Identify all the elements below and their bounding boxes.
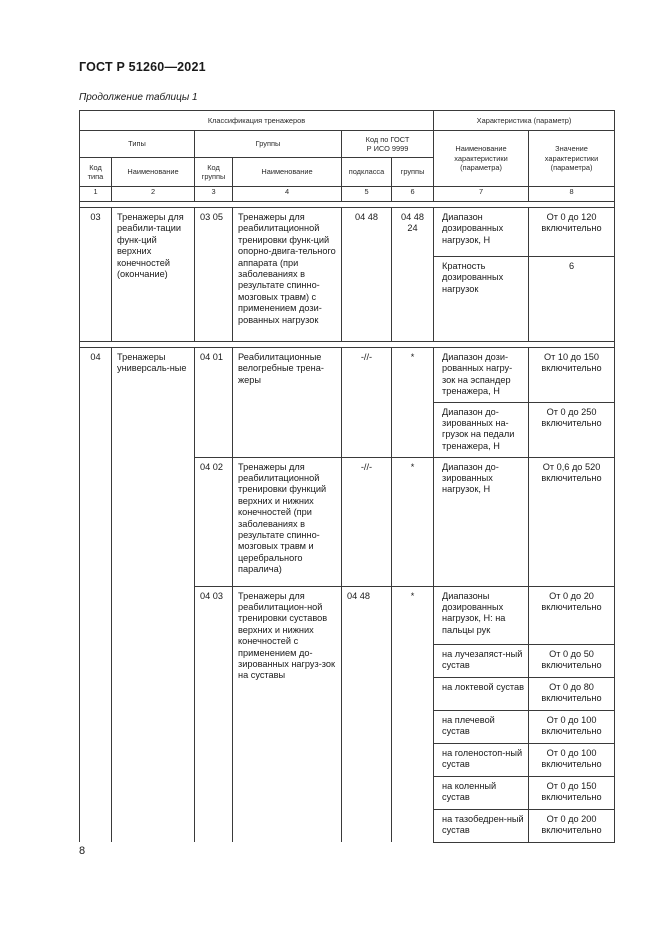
- char-value-cell: От 10 до 150 включительно: [529, 348, 615, 403]
- char-name-cell: Диапазон дози-рованных нагру-зок на эспандер тренажера, Н: [434, 348, 529, 403]
- subclass-cell: -//-: [342, 348, 392, 458]
- header-group-name: Наименование: [233, 158, 342, 187]
- header-classification: Классификация тренажеров: [80, 111, 434, 131]
- header-types: Типы: [80, 131, 195, 158]
- char-value-cell: От 0 до 50 включительно: [529, 644, 615, 677]
- subclass-cell: -//-: [342, 457, 392, 586]
- header-char-value: Значение характеристики (параметра): [529, 131, 615, 187]
- table-row: [80, 348, 615, 403]
- group-code-cell: 04 02: [195, 457, 233, 586]
- char-value-cell: От 0 до 200 включительно: [529, 809, 615, 842]
- header-type-code: Код типа: [80, 158, 112, 187]
- classification-table: [79, 110, 615, 843]
- char-value-cell: От 0 до 150 включительно: [529, 776, 615, 809]
- group-name-cell: Тренажеры для реабилитационной тренировки функций верхних и нижних конечностей (при заболеваниях в результате спинно-мозговых травм и церебрального паралича): [233, 457, 342, 586]
- char-name-cell: Диапазоны дозированных нагрузок, Н: на пальцы рук: [434, 586, 529, 644]
- document-code: ГОСТ Р 51260—2021: [79, 60, 206, 74]
- group-iso-cell: *: [392, 457, 434, 586]
- column-number: 8: [529, 187, 615, 202]
- char-value-cell: От 0,6 до 520 включительно: [529, 457, 615, 586]
- type-name-cell: Тренажеры для реабили-тации функ-ций верхних конечностей (окончание): [112, 208, 195, 342]
- char-value-cell: От 0 до 120 включительно: [529, 208, 615, 257]
- subclass-cell: 04 48: [342, 586, 392, 842]
- char-value-cell: От 0 до 100 включительно: [529, 710, 615, 743]
- char-name-cell: на тазобедрен-ный сустав: [434, 809, 529, 842]
- header-char-name: Наименование характеристики (параметра): [434, 131, 529, 187]
- group-iso-cell: *: [392, 586, 434, 842]
- header-characteristic: Характеристика (параметр): [434, 111, 615, 131]
- char-name-cell: на локтевой сустав: [434, 677, 529, 710]
- char-name-cell: Кратность дозированных нагрузок: [434, 257, 529, 342]
- type-code-cell: 03: [80, 208, 112, 342]
- char-value-cell: От 0 до 80 включительно: [529, 677, 615, 710]
- header-group: группы: [392, 158, 434, 187]
- char-value-cell: 6: [529, 257, 615, 342]
- header-row-1: [80, 111, 615, 131]
- column-number: 5: [342, 187, 392, 202]
- char-name-cell: на голеностоп-ный сустав: [434, 743, 529, 776]
- table-caption: Продолжение таблицы 1: [79, 92, 198, 103]
- table-row: [80, 208, 615, 257]
- header-gost-code-line2: Р ИСО 9999: [366, 144, 409, 153]
- group-code-cell: 04 03: [195, 586, 233, 842]
- page-number: 8: [79, 845, 86, 857]
- column-number: 3: [195, 187, 233, 202]
- column-number: 2: [112, 187, 195, 202]
- header-row-2: [80, 131, 615, 158]
- group-iso-cell: 04 48 24: [392, 208, 434, 342]
- char-value-cell: От 0 до 20 включительно: [529, 586, 615, 644]
- column-number: 4: [233, 187, 342, 202]
- header-gost-code: [342, 131, 434, 158]
- char-name-cell: на плечевой сустав: [434, 710, 529, 743]
- group-name-cell: Реабилитационные велогребные трена-жеры: [233, 348, 342, 458]
- group-iso-cell: *: [392, 348, 434, 458]
- column-number: 1: [80, 187, 112, 202]
- group-name-cell: Тренажеры для реабилитационной тренировки функ-ций опорно-двига-тельного аппарата (при заболеваниях в результате спинно-мозговых травм) с применением дози-рованных нагрузок: [233, 208, 342, 342]
- type-code-cell: 04: [80, 348, 112, 843]
- group-code-cell: 03 05: [195, 208, 233, 342]
- header-type-name: Наименование: [112, 158, 195, 187]
- column-number: 7: [434, 187, 529, 202]
- column-numbers-row: [80, 187, 615, 202]
- group-name-cell: Тренажеры для реабилитацион-ной тренировки суставов верхних и нижних конечностей с применением до-зированных нагруз-зок на суставы: [233, 586, 342, 842]
- header-group-code: Код группы: [195, 158, 233, 187]
- char-name-cell: Диапазон дозированных нагрузок, Н: [434, 208, 529, 257]
- char-name-cell: Диапазон до-зированных нагрузок, Н: [434, 457, 529, 586]
- char-value-cell: От 0 до 100 включительно: [529, 743, 615, 776]
- char-value-cell: От 0 до 250 включительно: [529, 402, 615, 457]
- group-code-cell: 04 01: [195, 348, 233, 458]
- header-subclass: подкласса: [342, 158, 392, 187]
- header-groups: Группы: [195, 131, 342, 158]
- char-name-cell: Диапазон до-зированных на-грузок на педали тренажера, Н: [434, 402, 529, 457]
- header-gost-code-line1: Код по ГОСТ: [365, 134, 410, 144]
- char-name-cell: на лучезапяст-ный сустав: [434, 644, 529, 677]
- type-name-cell: Тренажеры универсаль-ные: [112, 348, 195, 843]
- subclass-cell: 04 48: [342, 208, 392, 342]
- char-name-cell: на коленный сустав: [434, 776, 529, 809]
- column-number: 6: [392, 187, 434, 202]
